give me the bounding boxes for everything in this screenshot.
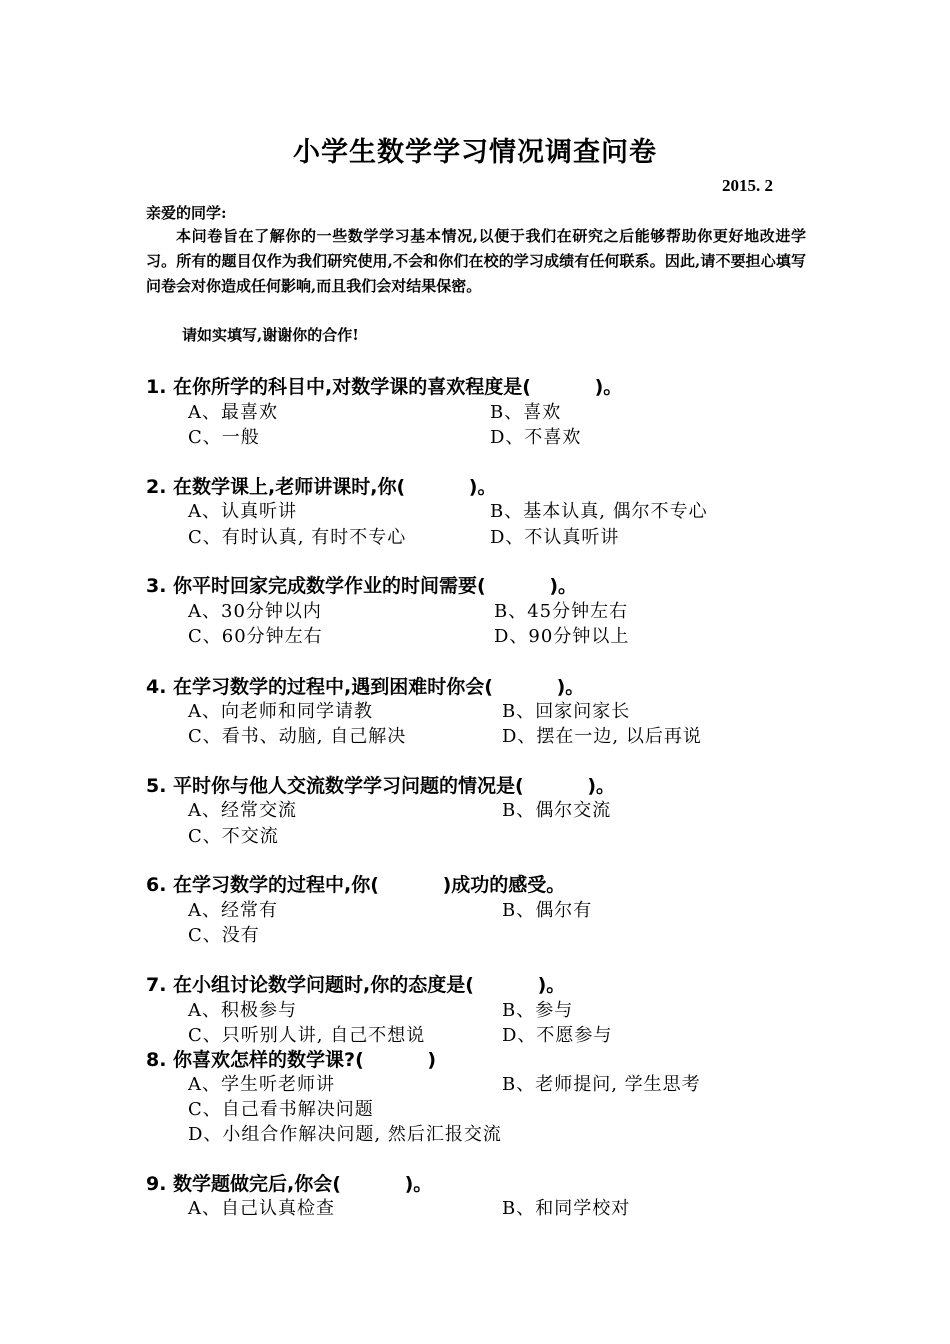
salutation: 亲爱的同学: <box>146 204 227 222</box>
question-5: 5. 平时你与他人交流数学学习问题的情况是( )。 <box>146 775 616 797</box>
page-title: 小学生数学学习情况调查问卷 <box>293 137 657 168</box>
q4-option-d[interactable]: D、摆在一边, 以后再说 <box>502 726 702 747</box>
q1-option-b[interactable]: B、喜欢 <box>490 402 562 423</box>
q6-option-c[interactable]: C、没有 <box>188 925 260 946</box>
q5-option-c[interactable]: C、不交流 <box>188 826 279 847</box>
q7-option-b[interactable]: B、参与 <box>502 1000 574 1021</box>
intro-paragraph <box>146 224 806 299</box>
q9-option-b[interactable]: B、和同学校对 <box>502 1198 631 1219</box>
q1-option-c[interactable]: C、一般 <box>188 427 260 448</box>
question-8: 8. 你喜欢怎样的数学课?( ) <box>146 1049 437 1071</box>
q8-option-a[interactable]: A、学生听老师讲 <box>188 1074 335 1095</box>
q6-option-a[interactable]: A、经常有 <box>188 900 278 921</box>
question-3: 3. 你平时回家完成数学作业的时间需要( )。 <box>146 575 578 597</box>
q8-option-b[interactable]: B、老师提问, 学生思考 <box>502 1074 701 1095</box>
q8-option-d[interactable]: D、小组合作解决问题, 然后汇报交流 <box>188 1124 502 1145</box>
q9-option-a[interactable]: A、自己认真检查 <box>188 1198 335 1219</box>
question-9: 9. 数学题做完后,你会( )。 <box>146 1173 433 1195</box>
question-2: 2. 在数学课上,老师讲课时,你( )。 <box>146 476 497 498</box>
q4-option-b[interactable]: B、回家问家长 <box>502 701 631 722</box>
q1-option-a[interactable]: A、最喜欢 <box>188 402 278 423</box>
question-6: 6. 在学习数学的过程中,你( )成功的感受。 <box>146 874 566 896</box>
q7-option-d[interactable]: D、不愿参与 <box>502 1025 613 1046</box>
question-7: 7. 在小组讨论数学问题时,你的态度是( )。 <box>146 974 566 996</box>
q1-option-d[interactable]: D、不喜欢 <box>490 427 582 448</box>
q2-option-d[interactable]: D、不认真听讲 <box>490 527 620 548</box>
q7-option-a[interactable]: A、积极参与 <box>188 1000 297 1021</box>
q4-option-a[interactable]: A、向老师和同学请教 <box>188 701 373 722</box>
q3-option-c[interactable]: C、60分钟左右 <box>188 626 323 647</box>
q4-option-c[interactable]: C、看书、动脑, 自己解决 <box>188 726 407 747</box>
q6-option-b[interactable]: B、偶尔有 <box>502 900 593 921</box>
q5-option-b[interactable]: B、偶尔交流 <box>502 800 612 821</box>
question-1: 1. 在你所学的科目中,对数学课的喜欢程度是( )。 <box>146 376 623 398</box>
q2-option-a[interactable]: A、认真听讲 <box>188 501 297 522</box>
q2-option-c[interactable]: C、有时认真, 有时不专心 <box>188 527 407 548</box>
q3-option-d[interactable]: D、90分钟以上 <box>494 626 630 647</box>
q3-option-a[interactable]: A、30分钟以内 <box>188 601 322 622</box>
date: 2015. 2 <box>722 176 773 195</box>
q3-option-b[interactable]: B、45分钟左右 <box>494 601 629 622</box>
q2-option-b[interactable]: B、基本认真, 偶尔不专心 <box>490 501 708 522</box>
question-4: 4. 在学习数学的过程中,遇到困难时你会( )。 <box>146 676 585 698</box>
q7-option-c[interactable]: C、只听别人讲, 自己不想说 <box>188 1025 426 1046</box>
closing-line: 请如实填写,谢谢你的合作! <box>182 326 359 344</box>
intro-text: 本问卷旨在了解你的一些数学学习基本情况,以便于我们在研究之后能够帮助你更好地改进学习。所有的题目仅作为我们研究使用,不会和你们在校的学习成绩有任何联系。因此,请不要担心填写问卷会对你造成任何影响,而且我们会对结果保密。 <box>146 227 806 295</box>
q8-option-c[interactable]: C、自己看书解决问题 <box>188 1099 374 1120</box>
q5-option-a[interactable]: A、经常交流 <box>188 800 297 821</box>
